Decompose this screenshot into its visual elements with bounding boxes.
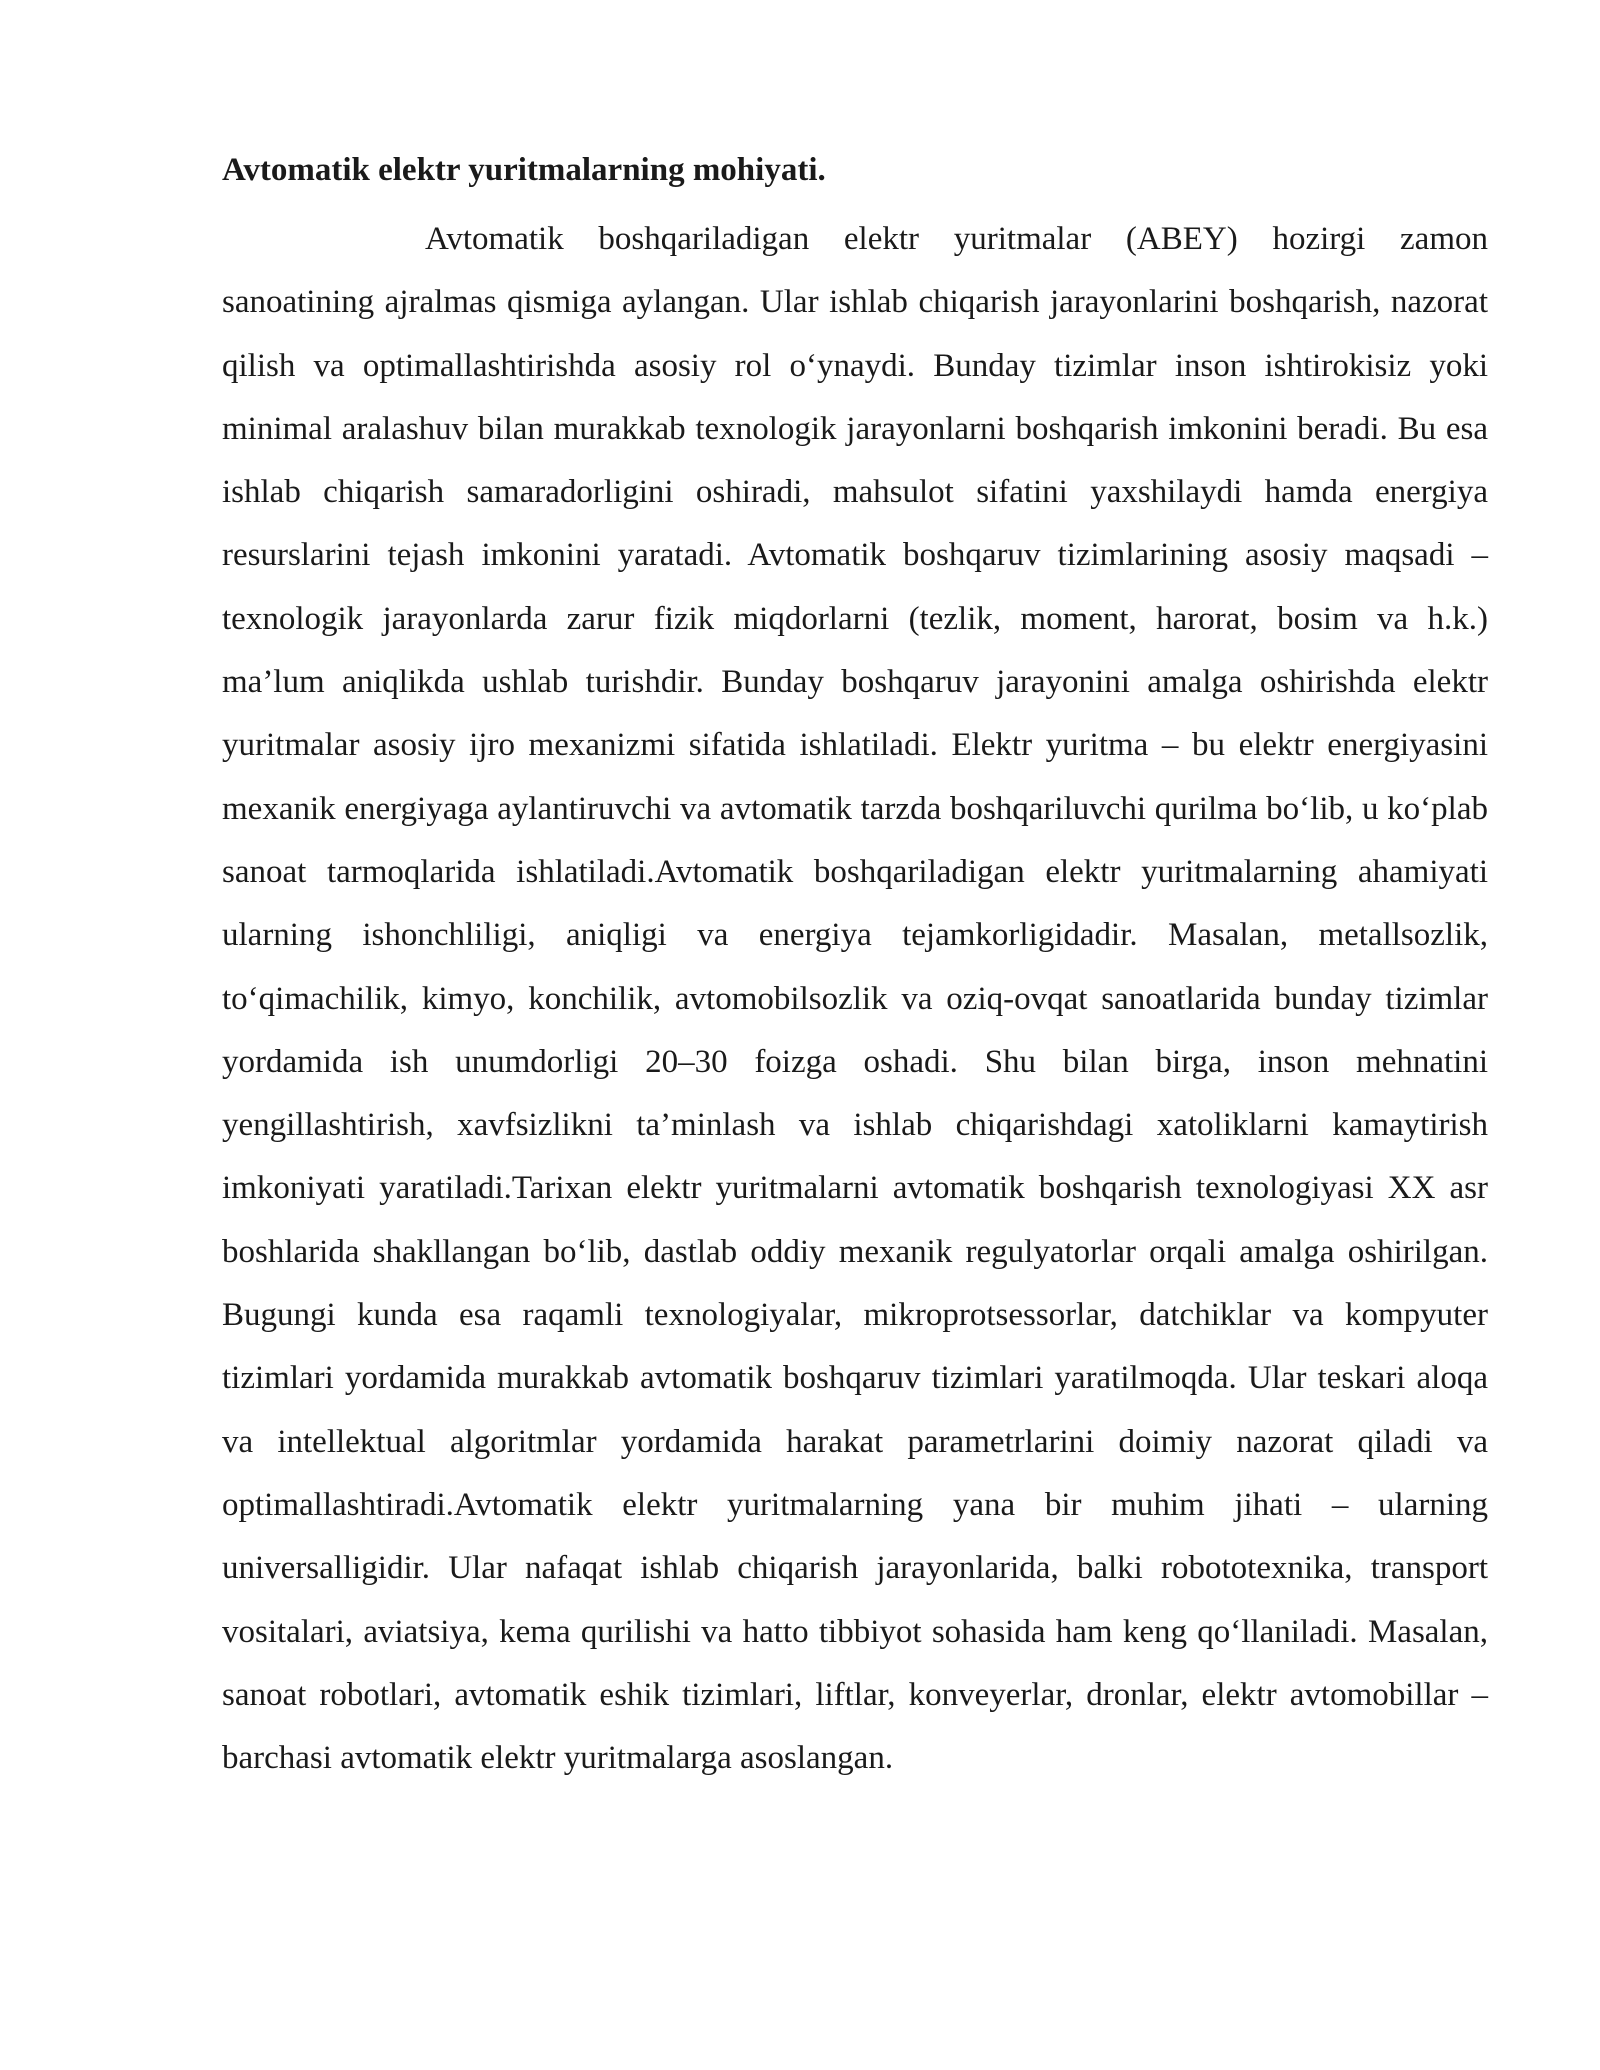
document-heading: Avtomatik elektr yuritmalarning mohiyati.	[222, 152, 826, 188]
document-content	[222, 148, 1488, 1790]
body-paragraph: Avtomatik boshqariladigan elektr yuritmalar (ABEY) hozirgi zamon sanoatining ajralmas qismiga aylangan. Ular ishlab chiqarish jarayonlarini boshqarish, nazorat qilish va optimallashtirishda asosiy rol o‘ynaydi. Bunday tizimlar inson ishtirokisiz yoki minimal aralashuv bilan murakkab texnologik jarayonlarni boshqarish imkonini beradi. Bu esa ishlab chiqarish samaradorligini oshiradi, mahsulot sifatini yaxshilaydi hamda energiya resurslarini tejash imkonini yaratadi. Avtomatik boshqaruv tizimlarining asosiy maqsadi – texnologik jarayonlarda zarur fizik miqdorlarni (tezlik, moment, harorat, bosim va h.k.) ma’lum aniqlikda ushlab turishdir. Bunday boshqaruv jarayonini amalga oshirishda elektr yuritmalar asosiy ijro mexanizmi sifatida ishlatiladi. Elektr yuritma – bu elektr energiyasini mexanik energiyaga aylantiruvchi va avtomatik tarzda boshqariluvchi qurilma bo‘lib, u ko‘plab sanoat tarmoqlarida ishlatiladi.Avtomatik boshqariladigan elektr yuritmalarning ahamiyati ularning ishonchliligi, aniqligi va energiya tejamkorligidadir. Masalan, metallsozlik, to‘qimachilik, kimyo, konchilik, avtomobilsozlik va oziq-ovqat sanoatlarida bunday tizimlar yordamida ish unumdorligi 20–30 foizga oshadi. Shu bilan birga, inson mehnatini yengillashtirish, xavfsizlikni ta’minlash va ishlab chiqarishdagi xatoliklarni kamaytirish imkoniyati yaratiladi.Tarixan elektr yuritmalarni avtomatik boshqarish texnologiyasi XX asr boshlarida shakllangan bo‘lib, dastlab oddiy mexanik regulyatorlar orqali amalga oshirilgan. Bugungi kunda esa raqamli texnologiyalar, mikroprotsessorlar, datchiklar va kompyuter tizimlari yordamida murakkab avtomatik boshqaruv tizimlari yaratilmoqda. Ular teskari aloqa va intellektual algoritmlar yordamida harakat parametrlarini doimiy nazorat qiladi va optimallashtiradi.Avtomatik elektr yuritmalarning yana bir muhim jihati – ularning universalligidir. Ular nafaqat ishlab chiqarish jarayonlarida, balki robototexnika, transport vositalari, aviatsiya, kema qurilishi va hatto tibbiyot sohasida ham keng qo‘llaniladi. Masalan, sanoat robotlari, avtomatik eshik tizimlari, liftlar, konveyerlar, dronlar, elektr avtomobillar – barchasi avtomatik elektr yuritmalarga asoslangan.	[222, 221, 1488, 1777]
